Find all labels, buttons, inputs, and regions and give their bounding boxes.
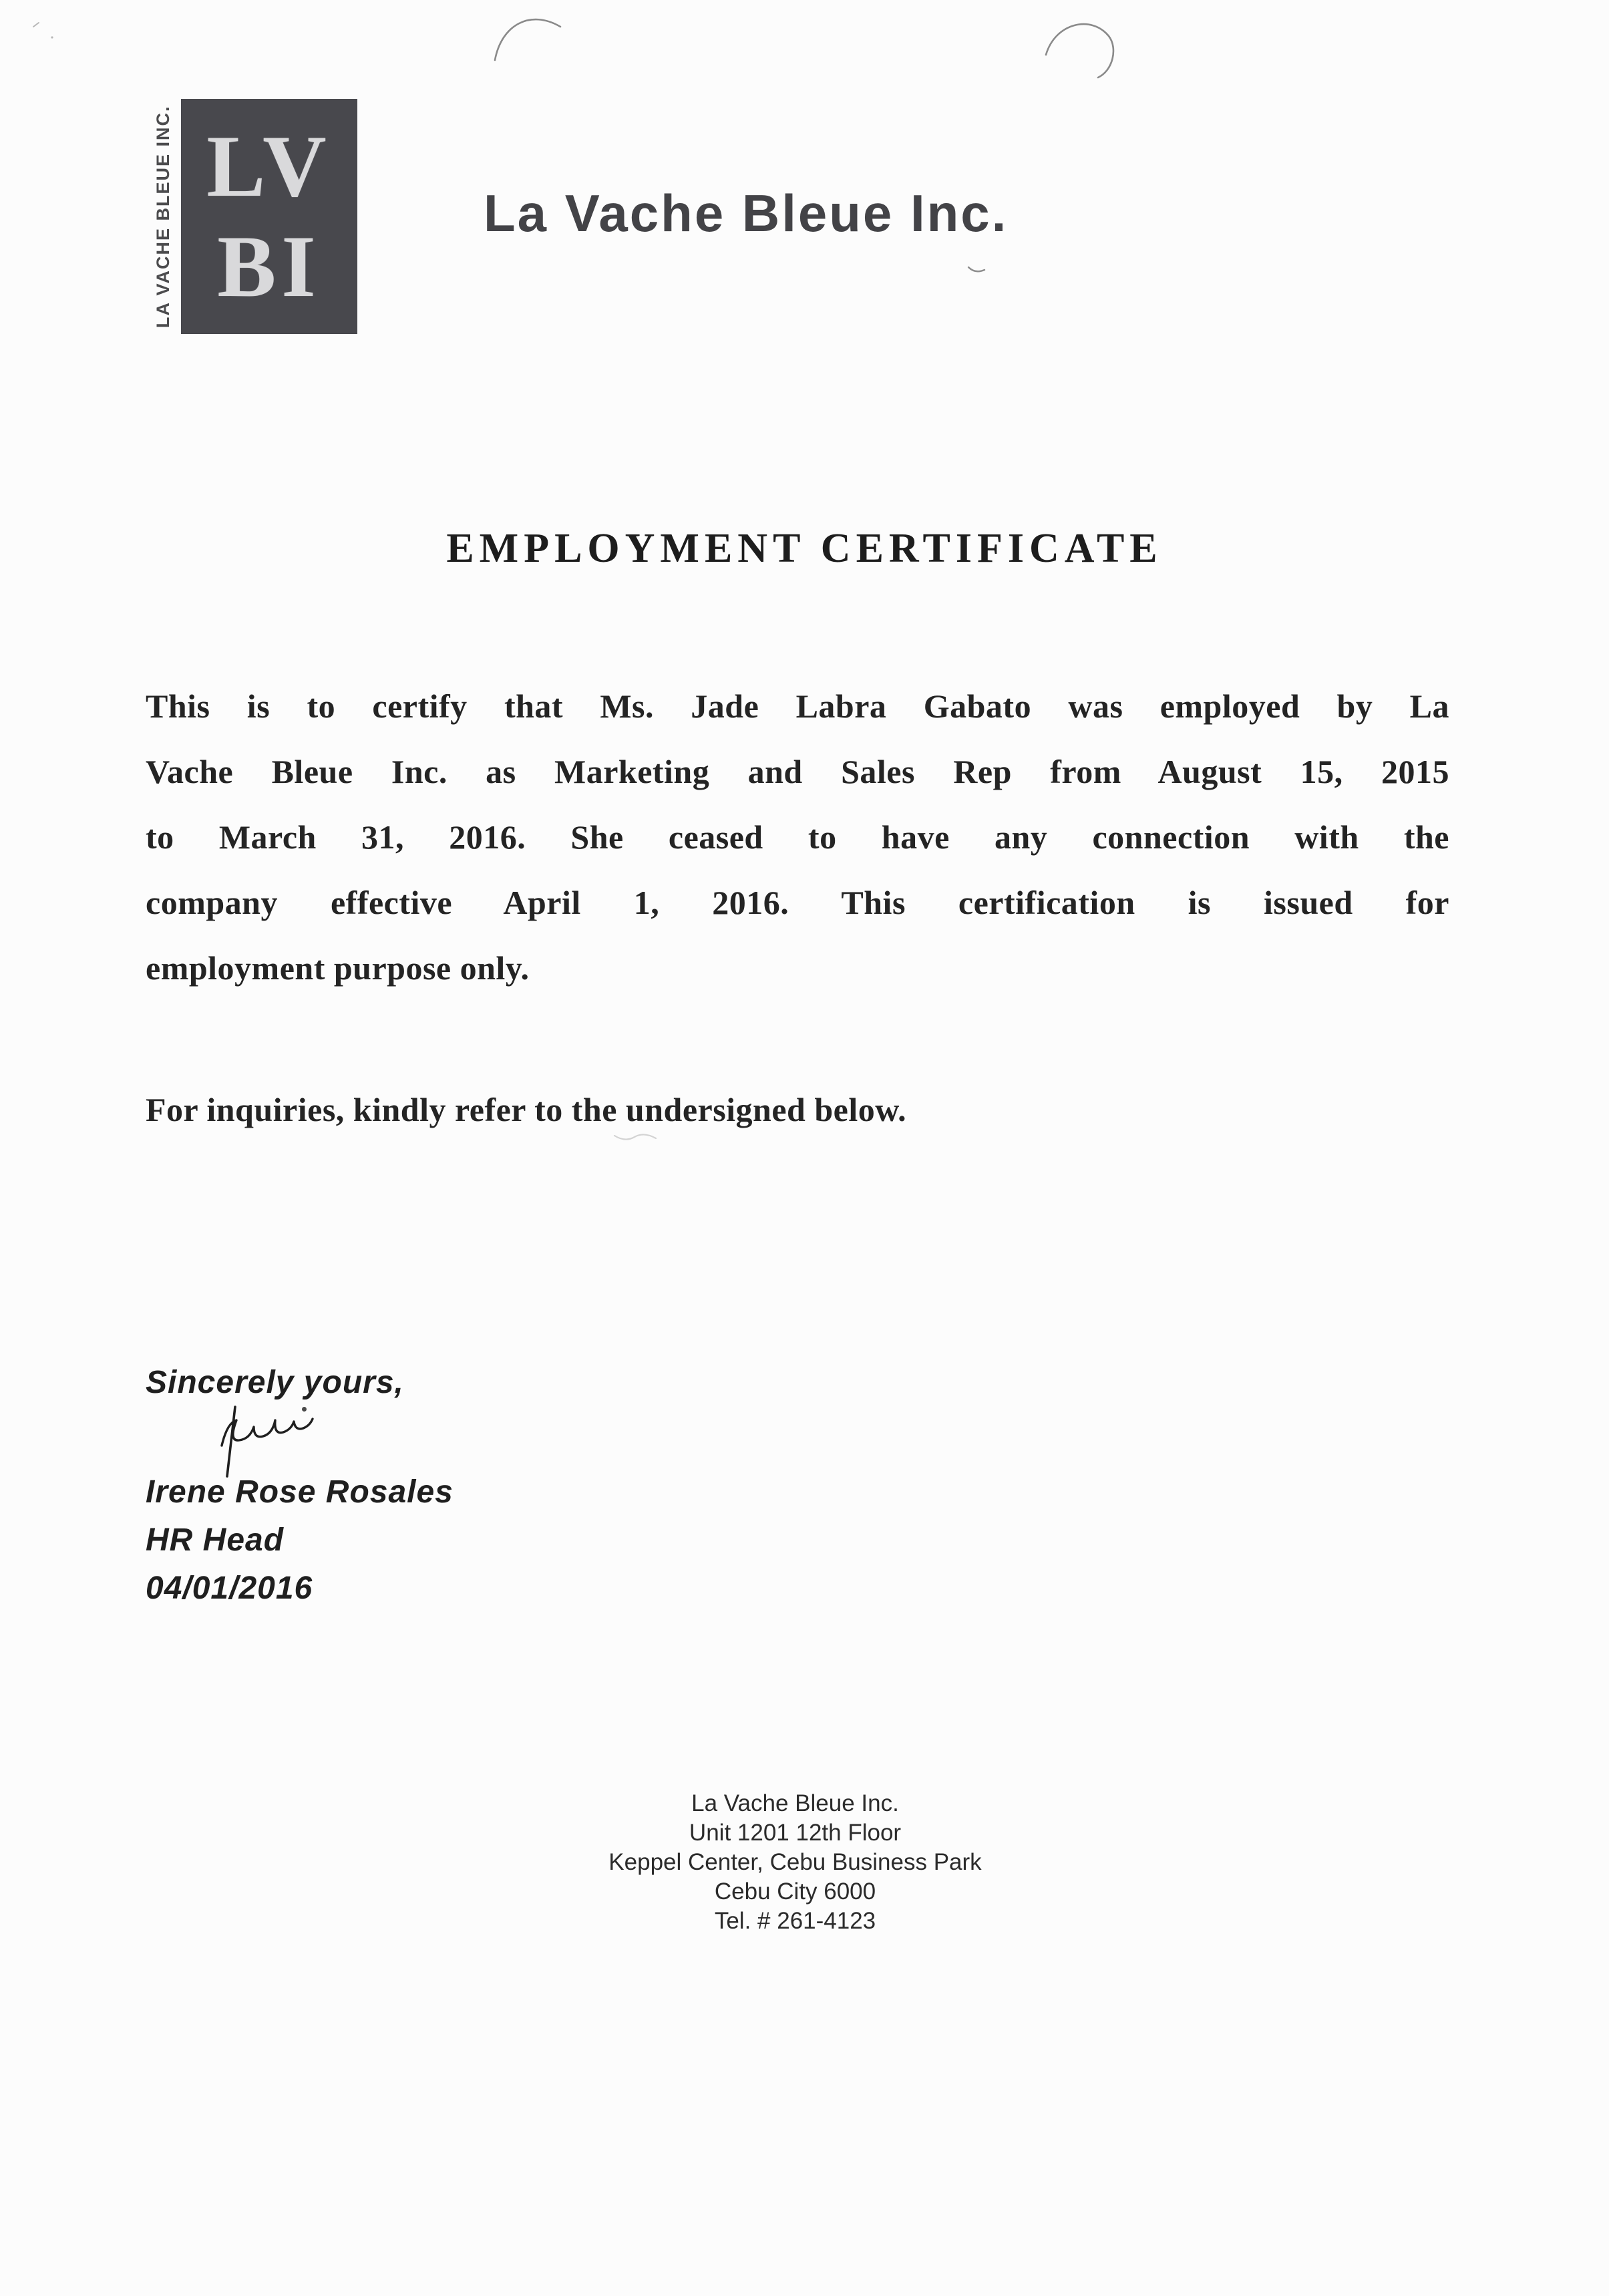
inquiry-line: For inquiries, kindly refer to the undersigned below.: [146, 1091, 907, 1128]
signatory-name: Irene Rose Rosales: [146, 1474, 454, 1510]
paragraph-line: company effective April 1, 2016. This certification is issued for: [146, 884, 1449, 921]
scan-artifact-marks: [29, 17, 76, 51]
paragraph-line: This is to certify that Ms. Jade Labra Gabato was employed by La: [146, 687, 1449, 725]
logo-monogram-top: LV: [206, 117, 332, 215]
signatory-role: HR Head: [146, 1522, 285, 1558]
footer-line: Cebu City 6000: [714, 1878, 876, 1905]
company-address-block: [0, 1789, 1600, 1936]
scan-artifact-arc: [491, 7, 566, 65]
signature-block: [146, 1363, 454, 1613]
footer-line: La Vache Bleue Inc.: [691, 1790, 899, 1816]
logo-vertical-text: LA VACHE BLEUE INC.: [153, 105, 173, 328]
signature-closing: Sincerely yours,: [146, 1365, 404, 1400]
footer-line: Tel. # 261-4123: [714, 1908, 876, 1934]
paragraph-line: to March 31, 2016. She ceased to have any connection with the: [146, 818, 1449, 856]
scan-artifact-arc: [1042, 13, 1121, 87]
footer-line: Unit 1201 12th Floor: [689, 1820, 902, 1846]
scan-artifact-mark: [966, 262, 993, 278]
footer-line: Keppel Center, Cebu Business Park: [608, 1849, 982, 1875]
paragraph-line: Vache Bleue Inc. as Marketing and Sales Rep from August 15, 2015: [146, 753, 1449, 790]
signature-date: 04/01/2016: [146, 1571, 313, 1606]
company-logo: [181, 99, 357, 334]
company-name: La Vache Bleue Inc.: [484, 184, 1009, 242]
document-title: EMPLOYMENT CERTIFICATE: [446, 526, 1163, 571]
certification-paragraph: [146, 673, 1449, 1001]
paragraph-line: employment purpose only.: [146, 949, 530, 987]
logo-monogram-bottom: BI: [217, 217, 321, 315]
